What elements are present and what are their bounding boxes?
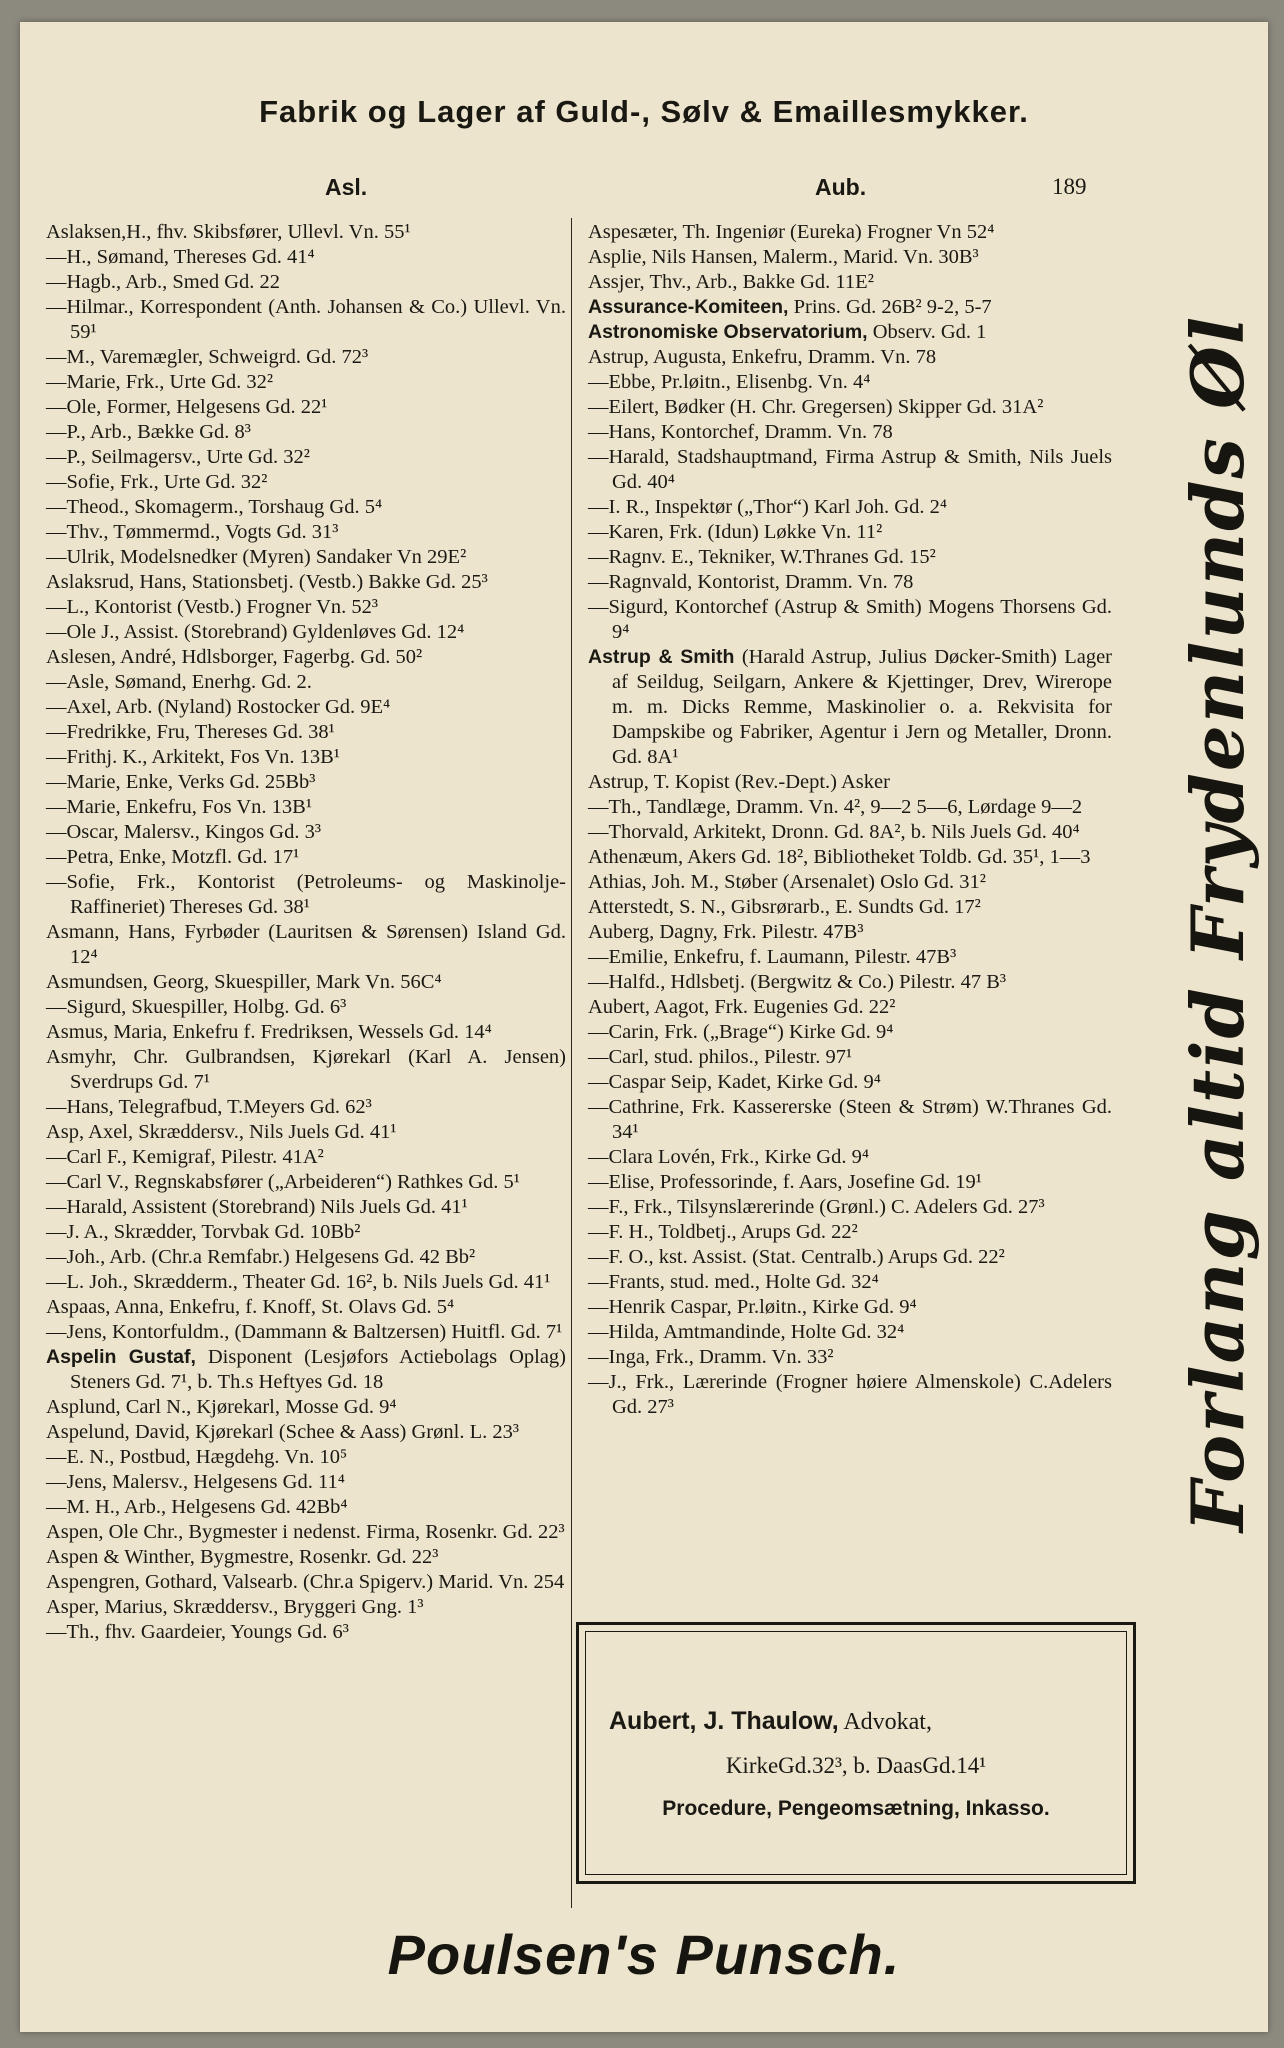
directory-entry xyxy=(588,795,1112,820)
entry-text: Aslaksrud, Hans, Stationsbetj. (Vestb.) Bakke Gd. 25³ xyxy=(46,571,488,593)
directory-entry xyxy=(46,845,566,870)
entry-text: —Theod., Skomagerm., Torshaug Gd. 5⁴ xyxy=(46,496,383,518)
entry-text: —Frants, stud. med., Holte Gd. 32⁴ xyxy=(588,1271,879,1293)
directory-entry xyxy=(46,1220,566,1245)
entry-text: —H., Sømand, Thereses Gd. 41⁴ xyxy=(46,246,315,268)
directory-entry xyxy=(46,1445,566,1470)
entry-bold-name: Aspelin Gustaf, xyxy=(46,1346,196,1368)
entry-text: —Fredrikke, Fru, Thereses Gd. 38¹ xyxy=(46,721,335,743)
directory-entry xyxy=(588,1195,1112,1220)
entry-text: Observ. Gd. 1 xyxy=(867,321,987,343)
directory-entry xyxy=(588,495,1112,520)
directory-entry xyxy=(46,770,566,795)
entry-text: —Ulrik, Modelsnedker (Myren) Sandaker Vn 29E² xyxy=(46,546,467,568)
entry-text: —E. N., Postbud, Hægdehg. Vn. 10⁵ xyxy=(46,1446,348,1468)
directory-entry xyxy=(588,1020,1112,1045)
entry-text: —Axel, Arb. (Nyland) Rostocker Gd. 9E⁴ xyxy=(46,696,391,718)
directory-entry xyxy=(588,770,1112,795)
directory-entry xyxy=(46,1295,566,1320)
entry-text: —J., Frk., Lærerinde (Frogner høiere Almenskole) C.Adelers Gd. 27³ xyxy=(588,1371,1112,1418)
entry-text: —Eilert, Bødker (H. Chr. Gregersen) Skipper Gd. 31A² xyxy=(588,396,1044,418)
left-column xyxy=(46,220,566,1645)
directory-entry xyxy=(46,1045,566,1095)
advertisement-name-line xyxy=(609,1707,932,1736)
entry-text: —M., Varemægler, Schweigrd. Gd. 72³ xyxy=(46,346,369,368)
directory-entry xyxy=(588,1145,1112,1170)
directory-entry xyxy=(46,720,566,745)
directory-entry xyxy=(46,595,566,620)
entry-text: Atterstedt, S. N., Gibsrørarb., E. Sundts Gd. 17² xyxy=(588,896,981,918)
directory-entry xyxy=(588,820,1112,845)
entry-text: —Th., fhv. Gaardeier, Youngs Gd. 6³ xyxy=(46,1621,349,1643)
entry-text: —F., Frk., Tilsynslærerinde (Grønl.) C. Adelers Gd. 27³ xyxy=(588,1196,1045,1218)
entry-text: —Carl F., Kemigraf, Pilestr. 41A² xyxy=(46,1146,324,1168)
entry-text: —P., Arb., Bække Gd. 8³ xyxy=(46,421,251,443)
directory-entry xyxy=(46,645,566,670)
directory-entry xyxy=(46,1545,566,1570)
directory-entry xyxy=(588,270,1112,295)
directory-entry xyxy=(588,520,1112,545)
directory-entry xyxy=(46,420,566,445)
directory-entry xyxy=(46,870,566,920)
directory-entry xyxy=(46,545,566,570)
directory-entry xyxy=(46,795,566,820)
entry-text: —Th., Tandlæge, Dramm. Vn. 4², 9—2 5—6, Lørdage 9—2 xyxy=(588,796,1083,818)
advertisement-address: KirkeGd.32³, b. DaasGd.14¹ xyxy=(725,1753,987,1778)
directory-entry xyxy=(588,345,1112,370)
directory-entry xyxy=(46,470,566,495)
entry-text: —Halfd., Hdlsbetj. (Bergwitz & Co.) Pilestr. 47 B³ xyxy=(588,971,1007,993)
directory-entry xyxy=(46,520,566,545)
entry-text: —Harald, Stadshauptmand, Firma Astrup & Smith, Nils Juels Gd. 40⁴ xyxy=(588,446,1112,493)
entry-text: Aspengren, Gothard, Valsearb. (Chr.a Spigerv.) Marid. Vn. 254 xyxy=(46,1571,565,1593)
entry-text: —L., Kontorist (Vestb.) Frogner Vn. 52³ xyxy=(46,596,379,618)
entry-text: —Asle, Sømand, Enerhg. Gd. 2. xyxy=(46,671,312,693)
entry-text: —Caspar Seip, Kadet, Kirke Gd. 9⁴ xyxy=(588,1071,881,1093)
directory-entry xyxy=(46,1245,566,1270)
entry-text: Asp, Axel, Skræddersv., Nils Juels Gd. 41¹ xyxy=(46,1121,397,1143)
entry-text: Auberg, Dagny, Frk. Pilestr. 47B³ xyxy=(588,921,864,943)
entry-text: —Karen, Frk. (Idun) Løkke Vn. 11² xyxy=(588,521,883,543)
entry-text: —Ragnv. E., Tekniker, W.Thranes Gd. 15² xyxy=(588,546,936,568)
directory-entry xyxy=(588,370,1112,395)
entry-text: —Jens, Malersv., Helgesens Gd. 11⁴ xyxy=(46,1471,345,1493)
directory-entry xyxy=(46,345,566,370)
directory-entry xyxy=(588,845,1112,870)
directory-entry xyxy=(588,1320,1112,1345)
entry-text: (Harald Astrup, Julius Døcker-Smith) Lager af Seildug, Seilgarn, Ankere & Kjettinger, Drev, Wirerope m. m. Dicks Remme, Maskinolier o. a. Rekvisita for Dampskibe og Fabriker, Agentur i Jern og Metaller, Dronn. Gd. 8A¹ xyxy=(612,646,1112,768)
entry-text: —Thorvald, Arkitekt, Dronn. Gd. 8A², b. Nils Juels Gd. 40⁴ xyxy=(588,821,1080,843)
entry-text: —Joh., Arb. (Chr.a Remfabr.) Helgesens Gd. 42 Bb² xyxy=(46,1246,476,1268)
entry-text: —Frithj. K., Arkitekt, Fos Vn. 13B¹ xyxy=(46,746,340,768)
directory-entry xyxy=(46,1345,566,1395)
entry-text: Prins. Gd. 26B² 9-2, 5-7 xyxy=(788,296,992,318)
directory-entry xyxy=(46,970,566,995)
directory-entry xyxy=(46,270,566,295)
directory-entry xyxy=(46,1620,566,1645)
advertisement-title: Advokat, xyxy=(838,1709,932,1735)
directory-entry xyxy=(46,1095,566,1120)
entry-text: —Inga, Frk., Dramm. Vn. 33² xyxy=(588,1346,834,1368)
directory-entry xyxy=(46,820,566,845)
directory-entry xyxy=(588,1295,1112,1320)
directory-entry xyxy=(588,420,1112,445)
entry-text: —Oscar, Malersv., Kingos Gd. 3³ xyxy=(46,821,322,843)
entry-text: —Hilda, Amtmandinde, Holte Gd. 32⁴ xyxy=(588,1321,905,1343)
directory-entry xyxy=(588,920,1112,945)
directory-entry xyxy=(588,1220,1112,1245)
entry-text: Athias, Joh. M., Støber (Arsenalet) Oslo Gd. 31² xyxy=(588,871,986,893)
entry-text: Disponent (Lesjøfors Actiebolags Oplag) Steners Gd. 7¹, b. Th.s Heftyes Gd. 18 xyxy=(70,1346,566,1393)
directory-entry xyxy=(46,1570,566,1595)
directory-entry xyxy=(588,1095,1112,1145)
entry-text: —Carin, Frk. („Brage“) Kirke Gd. 9⁴ xyxy=(588,1021,894,1043)
entry-text: Aspen, Ole Chr., Bygmester i nedenst. Firma, Rosenkr. Gd. 22³ xyxy=(46,1521,565,1543)
directory-entry xyxy=(46,920,566,970)
entry-text: —P., Seilmagersv., Urte Gd. 32² xyxy=(46,446,310,468)
directory-entry xyxy=(46,695,566,720)
entry-text: —Marie, Frk., Urte Gd. 32² xyxy=(46,371,274,393)
directory-entry xyxy=(46,1470,566,1495)
entry-text: —Sigurd, Skuespiller, Holbg. Gd. 6³ xyxy=(46,996,347,1018)
entry-text: —Ole J., Assist. (Storebrand) Gyldenløves Gd. 12⁴ xyxy=(46,621,465,643)
directory-entry xyxy=(46,1195,566,1220)
directory-entry xyxy=(46,370,566,395)
directory-entry xyxy=(588,995,1112,1020)
directory-entry xyxy=(588,1370,1112,1420)
entry-text: Aspelund, David, Kjørekarl (Schee & Aass) Grønl. L. 23³ xyxy=(46,1421,519,1443)
directory-entry xyxy=(588,320,1112,345)
directory-entry xyxy=(588,1270,1112,1295)
entry-text: —Carl, stud. philos., Pilestr. 97¹ xyxy=(588,1046,853,1068)
entry-bold-name: Astrup & Smith xyxy=(588,646,735,668)
directory-entry xyxy=(46,245,566,270)
directory-entry xyxy=(46,1395,566,1420)
entry-text: —J. A., Skrædder, Torvbak Gd. 10Bb² xyxy=(46,1221,361,1243)
directory-entry xyxy=(46,1020,566,1045)
entry-text: —Petra, Enke, Motzfl. Gd. 17¹ xyxy=(46,846,300,868)
directory-entry xyxy=(46,395,566,420)
directory-entry xyxy=(46,445,566,470)
entry-text: —F. O., kst. Assist. (Stat. Centralb.) Arups Gd. 22² xyxy=(588,1246,1005,1268)
entry-text: Asmann, Hans, Fyrbøder (Lauritsen & Sørensen) Island Gd. 12⁴ xyxy=(46,921,566,968)
entry-text: —Thv., Tømmermd., Vogts Gd. 31³ xyxy=(46,521,339,543)
directory-entry xyxy=(46,1170,566,1195)
entry-text: —Hans, Kontorchef, Dramm. Vn. 78 xyxy=(588,421,893,443)
guide-word-right: Aub. xyxy=(815,174,867,200)
entry-text: —Carl V., Regnskabsfører („Arbeideren“) Rathkes Gd. 5¹ xyxy=(46,1171,520,1193)
entry-text: —L. Joh., Skrædderm., Theater Gd. 16², b. Nils Juels Gd. 41¹ xyxy=(46,1271,551,1293)
entry-text: —M. H., Arb., Helgesens Gd. 42Bb⁴ xyxy=(46,1496,348,1518)
entry-text: Aspesæter, Th. Ingeniør (Eureka) Frogner Vn 52⁴ xyxy=(588,221,995,243)
directory-entry xyxy=(588,1170,1112,1195)
entry-text: —Hilmar., Korrespondent (Anth. Johansen & Co.) Ullevl. Vn. 59¹ xyxy=(46,296,566,343)
directory-entry xyxy=(588,445,1112,495)
entry-text: —Emilie, Enkefru, f. Laumann, Pilestr. 47B³ xyxy=(588,946,957,968)
directory-entry xyxy=(46,295,566,345)
page-header-title: Fabrik og Lager af Guld-, Sølv & Emaillesmykker. xyxy=(259,94,1029,129)
directory-entry xyxy=(588,1345,1112,1370)
directory-entry xyxy=(46,1120,566,1145)
guide-word-left: Asl. xyxy=(325,174,368,200)
entry-text: Assjer, Thv., Arb., Bakke Gd. 11E² xyxy=(588,271,874,293)
entry-text: Aubert, Aagot, Frk. Eugenies Gd. 22² xyxy=(588,996,896,1018)
directory-entry xyxy=(588,970,1112,995)
entry-text: —I. R., Inspektør („Thor“) Karl Joh. Gd. 2⁴ xyxy=(588,496,947,518)
entry-text: —Cathrine, Frk. Kassererske (Steen & Strøm) W.Thranes Gd. 34¹ xyxy=(588,1096,1112,1143)
directory-entry xyxy=(46,670,566,695)
entry-text: Aspaas, Anna, Enkefru, f. Knoff, St. Olavs Gd. 5⁴ xyxy=(46,1296,455,1318)
entry-text: —F. H., Toldbetj., Arups Gd. 22² xyxy=(588,1221,858,1243)
directory-entry xyxy=(588,545,1112,570)
entry-text: —Elise, Professorinde, f. Aars, Josefine Gd. 19¹ xyxy=(588,1171,982,1193)
directory-entry xyxy=(46,1495,566,1520)
entry-text: Asplund, Carl N., Kjørekarl, Mosse Gd. 9⁴ xyxy=(46,1396,397,1418)
entry-text: Asper, Marius, Skræddersv., Bryggeri Gng. 1³ xyxy=(46,1596,424,1618)
directory-entry xyxy=(46,620,566,645)
entry-text: Astrup, Augusta, Enkefru, Dramm. Vn. 78 xyxy=(588,346,937,368)
entry-text: —Hagb., Arb., Smed Gd. 22 xyxy=(46,271,281,293)
directory-entry xyxy=(588,595,1112,645)
directory-entry xyxy=(46,745,566,770)
entry-text: —Clara Lovén, Frk., Kirke Gd. 9⁴ xyxy=(588,1146,869,1168)
entry-text: —Sofie, Frk., Urte Gd. 32² xyxy=(46,471,268,493)
side-advertisement: Forlang altid Frydenlunds Øl xyxy=(1175,314,1260,1532)
directory-entry xyxy=(588,645,1112,770)
directory-entry xyxy=(588,895,1112,920)
entry-text: —Marie, Enkefru, Fos Vn. 13B¹ xyxy=(46,796,312,818)
entry-bold-name: Assurance-Komiteen, xyxy=(588,296,789,318)
entry-text: —Ebbe, Pr.løitn., Elisenbg. Vn. 4⁴ xyxy=(588,371,871,393)
directory-entry xyxy=(588,1045,1112,1070)
entry-bold-name: Astronomiske Observatorium, xyxy=(588,321,868,343)
entry-text: Astrup, T. Kopist (Rev.-Dept.) Asker xyxy=(588,771,890,793)
directory-entry xyxy=(46,995,566,1020)
column-divider xyxy=(571,218,572,1908)
directory-entry xyxy=(46,1320,566,1345)
directory-entry xyxy=(588,395,1112,420)
directory-entry xyxy=(46,1145,566,1170)
right-column xyxy=(588,220,1112,1420)
page-number: 189 xyxy=(1052,174,1087,199)
entry-text: Aslaksen,H., fhv. Skibsfører, Ullevl. Vn. 55¹ xyxy=(46,221,411,243)
entry-text: —Jens, Kontorfuldm., (Dammann & Baltzersen) Huitfl. Gd. 7¹ xyxy=(46,1321,563,1343)
directory-entry xyxy=(588,1245,1112,1270)
entry-text: Aslesen, André, Hdlsborger, Fagerbg. Gd. 50² xyxy=(46,646,423,668)
directory-entry xyxy=(46,1595,566,1620)
entry-text: —Marie, Enke, Verks Gd. 25Bb³ xyxy=(46,771,316,793)
entry-text: —Henrik Caspar, Pr.løitn., Kirke Gd. 9⁴ xyxy=(588,1296,917,1318)
entry-text: Asmundsen, Georg, Skuespiller, Mark Vn. 56C⁴ xyxy=(46,971,442,993)
footer-advertisement: Poulsen's Punsch. xyxy=(387,1923,901,1986)
directory-entry xyxy=(46,220,566,245)
directory-entry xyxy=(588,945,1112,970)
advertisement-name: Aubert, J. Thaulow, xyxy=(609,1707,839,1735)
entry-text: —Ole, Former, Helgesens Gd. 22¹ xyxy=(46,396,328,418)
entry-text: Asplie, Nils Hansen, Malerm., Marid. Vn. 30B³ xyxy=(588,246,979,268)
entry-text: —Sigurd, Kontorchef (Astrup & Smith) Mogens Thorsens Gd. 9⁴ xyxy=(588,596,1112,643)
directory-entry xyxy=(588,1070,1112,1095)
directory-entry xyxy=(46,1420,566,1445)
entry-text: Asmus, Maria, Enkefru f. Fredriksen, Wessels Gd. 14⁴ xyxy=(46,1021,492,1043)
advocate-advertisement xyxy=(576,1622,1136,1884)
entry-text: —Ragnvald, Kontorist, Dramm. Vn. 78 xyxy=(588,571,914,593)
entry-text: —Sofie, Frk., Kontorist (Petroleums- og Maskinolje-Raffineriet) Thereses Gd. 38¹ xyxy=(46,871,566,918)
directory-entry xyxy=(588,220,1112,245)
entry-text: —Harald, Assistent (Storebrand) Nils Juels Gd. 41¹ xyxy=(46,1196,468,1218)
directory-page xyxy=(20,22,1268,2032)
entry-text: Asmyhr, Chr. Gulbrandsen, Kjørekarl (Karl A. Jensen) Sverdrups Gd. 7¹ xyxy=(46,1046,566,1093)
directory-entry xyxy=(46,1520,566,1545)
entry-text: Aspen & Winther, Bygmestre, Rosenkr. Gd. 22³ xyxy=(46,1546,439,1568)
directory-entry xyxy=(46,570,566,595)
directory-entry xyxy=(588,295,1112,320)
directory-entry xyxy=(46,1270,566,1295)
advertisement-services: Procedure, Pengeomsætning, Inkasso. xyxy=(662,1797,1050,1820)
directory-entry xyxy=(588,245,1112,270)
directory-entry xyxy=(46,495,566,520)
directory-entry xyxy=(588,570,1112,595)
entry-text: Athenæum, Akers Gd. 18², Bibliotheket Toldb. Gd. 35¹, 1—3 xyxy=(588,846,1091,868)
directory-entry xyxy=(588,870,1112,895)
entry-text: —Hans, Telegrafbud, T.Meyers Gd. 62³ xyxy=(46,1096,372,1118)
